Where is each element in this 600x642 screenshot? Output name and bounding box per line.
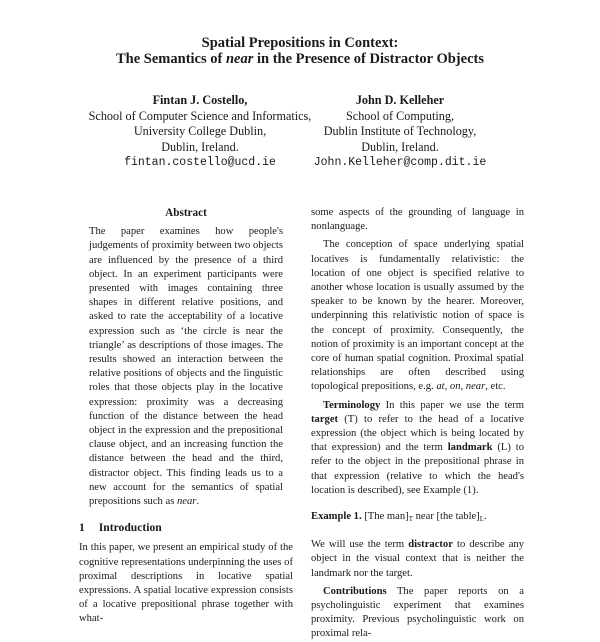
section-title: Introduction <box>98 521 162 535</box>
term-on: on <box>449 381 461 393</box>
example-subscript: L <box>479 515 485 524</box>
paper-title-line-1: Spatial Prepositions in Context: <box>201 35 399 51</box>
author-email: John.Kelleher@comp.dit.ie <box>313 156 487 169</box>
separator: , <box>444 381 450 393</box>
author-affiliation: School of Computing, <box>346 108 454 123</box>
author-affiliation: Dublin, Ireland. <box>161 139 239 154</box>
title-post: in the Presence of Distractor Objects <box>253 51 484 67</box>
text-run: In this paper we use the term <box>380 399 524 411</box>
author-block-1 <box>80 93 320 171</box>
text-run: to describe any object in the visual context that is neither the landmark nor the target. <box>311 539 524 579</box>
left-column <box>79 206 293 627</box>
author-name: Fintan J. Costello, <box>152 93 248 107</box>
section-number: 1 <box>79 521 85 535</box>
intro-paragraph: In this paper, we present an empirical study of the cognitive representations underpinning the uses of proximal descriptions in locative spatial expressions. A spatial locative expression consists of a locative prepositional phrase together with what- <box>79 542 293 625</box>
title-pre: The Semantics of <box>116 51 226 67</box>
term-landmark: landmark <box>447 442 493 454</box>
example-subscript: T <box>408 515 413 524</box>
paragraph: some aspects of the grounding of language in nonlanguage. <box>311 207 524 233</box>
term-distractor: distractor <box>408 539 453 551</box>
example-text: near [the table] <box>412 511 480 523</box>
example-label: Example 1. <box>311 511 362 523</box>
term-target: target <box>311 413 339 425</box>
author-affiliation: Dublin, Ireland. <box>361 139 439 154</box>
author-name: John D. Kelleher <box>355 93 445 107</box>
section-heading-introduction <box>79 521 293 535</box>
term-at: at <box>436 381 445 393</box>
title-emphasis: near <box>225 51 254 67</box>
paragraph-terminology <box>311 399 524 498</box>
text-run: We will use the term <box>311 539 409 551</box>
text-run: (L) to refer to the object in the prepositional phrase in that expression (relative to which the head's location is described), see Example (1). <box>311 442 524 496</box>
abstract-end: . <box>196 496 200 508</box>
abstract-heading: Abstract <box>165 207 207 219</box>
paper-title-line-2 <box>0 51 600 68</box>
term-near: near <box>465 381 486 393</box>
paragraph-end: , etc. <box>485 381 506 393</box>
example-1 <box>311 510 524 526</box>
author-affiliation: University College Dublin, <box>133 124 267 138</box>
author-block-2 <box>300 93 500 171</box>
separator: , <box>460 381 466 393</box>
paragraph-contributions <box>311 585 524 642</box>
paragraph-space <box>311 238 524 394</box>
paragraph-label: Terminology <box>323 399 381 411</box>
abstract-text <box>89 225 283 509</box>
example-text: [The man] <box>364 511 409 523</box>
author-affiliation: School of Computer Science and Informatics, <box>88 108 312 123</box>
paragraph-distractor <box>311 538 524 581</box>
author-email: fintan.costello@ucd.ie <box>124 156 276 169</box>
abstract-emphasis: near <box>176 496 197 508</box>
right-column <box>311 206 524 642</box>
abstract-body: The paper examines how people's judgements of proximity between two objects are influenced by the presence of a third object. In an experiment participants were presented with images containing three shapes in different relative positions, and asked to rate the acceptability of a locative expression such as ‘the circle is near the triangle’ as descriptions of those images. The results showed an interaction between the relative positions of objects and the linguistic roles that those objects play in the locative expression: proximity was a decreasing function of the distance between the head object in the expression and the prepositional clause object, and an increasing function the distance between the head and the third, distractor object. This finding leads us to a new account for the semantics of spatial prepositions such as <box>89 226 283 508</box>
paragraph-label: Contributions <box>323 585 387 597</box>
author-affiliation: Dublin Institute of Technology, <box>323 124 477 138</box>
text-run: The paper reports on a psycholinguistic experiment that examines proximity. Previous psycholinguistic work on proximal rela- <box>311 585 524 640</box>
example-text: . <box>484 511 487 523</box>
text-run: (T) to refer to the head of a locative expression (the object which is being located by that expression) and the term <box>311 413 524 454</box>
paragraph-body: The conception of space underlying spatial locatives is fundamentally relativistic: the location of one object is specified relative to another whose location is usually assumed by the speaker to be known by the hearer. Moreover, underpinning this relativistic notion of space is the concept of proximity. Consequently, the notion of proximity is an important concept at the core of human spatial cognition. Proximal spatial relationships are often described using topological prepositions, e.g. <box>311 239 524 393</box>
